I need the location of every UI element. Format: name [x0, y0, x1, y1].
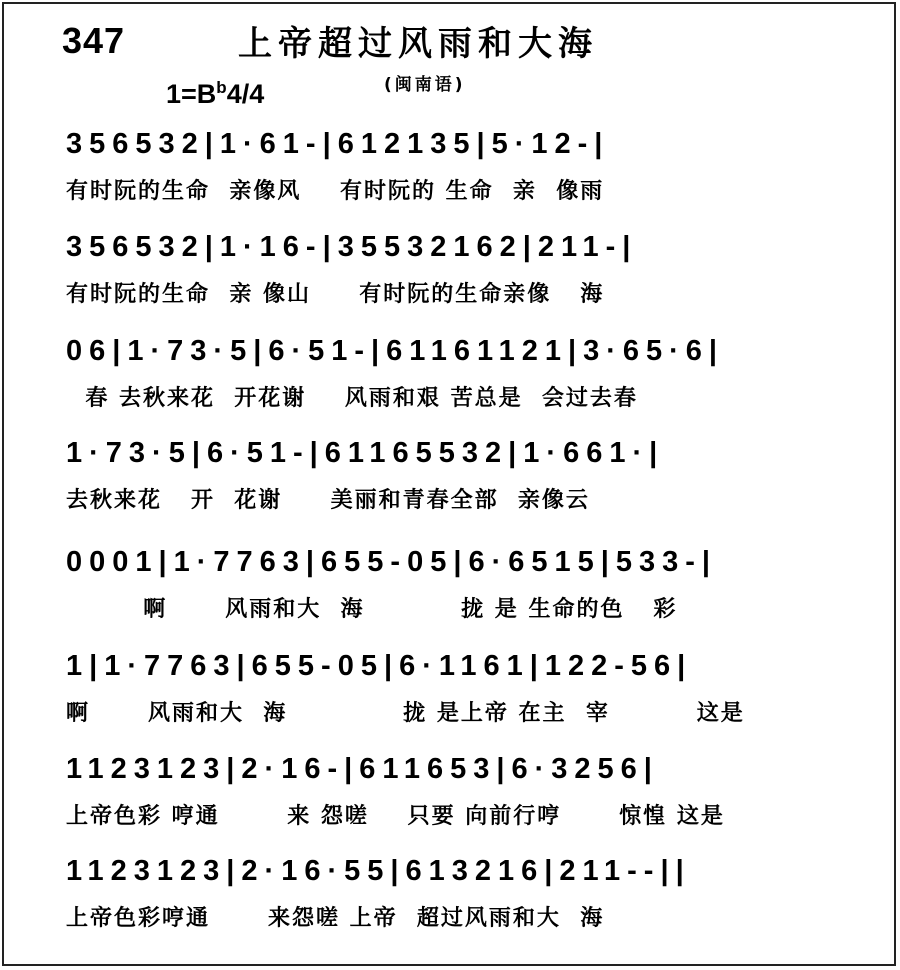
notation-line: 356532|1·16-|35532162|211-| — [66, 231, 638, 263]
lyric-line: 春 去秋来花 开花谢 风雨和艰 苦总是 会过去春 — [66, 386, 638, 411]
lyric-line: 啊 风雨和大 海 拢 是上帝 在主 宰 这是 — [66, 701, 745, 726]
notation-line: 1123123|2·16-|611653|6·3256| — [66, 753, 659, 785]
notation-line: 1|1·7763|655-05|6·1161|122-56| — [66, 650, 693, 682]
notation-line: 0001|1·7763|655-05|6·6515|533-| — [66, 546, 718, 578]
score-line-5 — [66, 542, 836, 628]
notation-line: 06|1·73·5|6·51-|61161121|3·65·6| — [66, 335, 725, 367]
notation-line: 1·73·5|6·51-|61165532|1·661·| — [66, 437, 665, 469]
time-signature: 4/4 — [226, 79, 265, 109]
lyric-line: 啊 风雨和大 海 拢 是 生命的色 彩 — [66, 597, 678, 622]
lyric-line: 去秋来花 开 花谢 美丽和青春全部 亲像云 — [66, 488, 590, 513]
hymn-number: 347 — [62, 20, 126, 61]
score-line-4 — [66, 433, 836, 519]
key-main: 1=B — [166, 79, 217, 109]
score-line-2 — [66, 227, 836, 313]
notation-line: 356532|1·61-|612135|5·12-| — [66, 128, 610, 160]
song-title: 上帝超过风雨和大海 — [238, 24, 598, 64]
score-line-7 — [66, 749, 836, 835]
score-line-3 — [66, 331, 836, 417]
flat-sign: b — [216, 78, 227, 97]
lyric-line: 有时阮的生命 亲 像山 有时阮的生命亲像 海 — [66, 282, 605, 307]
lyric-line: 有时阮的生命 亲像风 有时阮的 生命 亲 像雨 — [66, 179, 605, 204]
key-signature — [166, 78, 264, 110]
score-line-8 — [66, 851, 836, 937]
score-line-1 — [66, 124, 836, 210]
score-line-6 — [66, 646, 836, 732]
lyric-line: 上帝色彩哼通 来怨嗟 上帝 超过风雨和大 海 — [66, 906, 605, 931]
language-note: (闽南语) — [384, 75, 466, 95]
lyric-line: 上帝色彩 哼通 来 怨嗟 只要 向前行哼 惊惶 这是 — [66, 804, 725, 829]
notation-line: 1123123|2·16·55|613216|211--|| — [66, 855, 691, 887]
